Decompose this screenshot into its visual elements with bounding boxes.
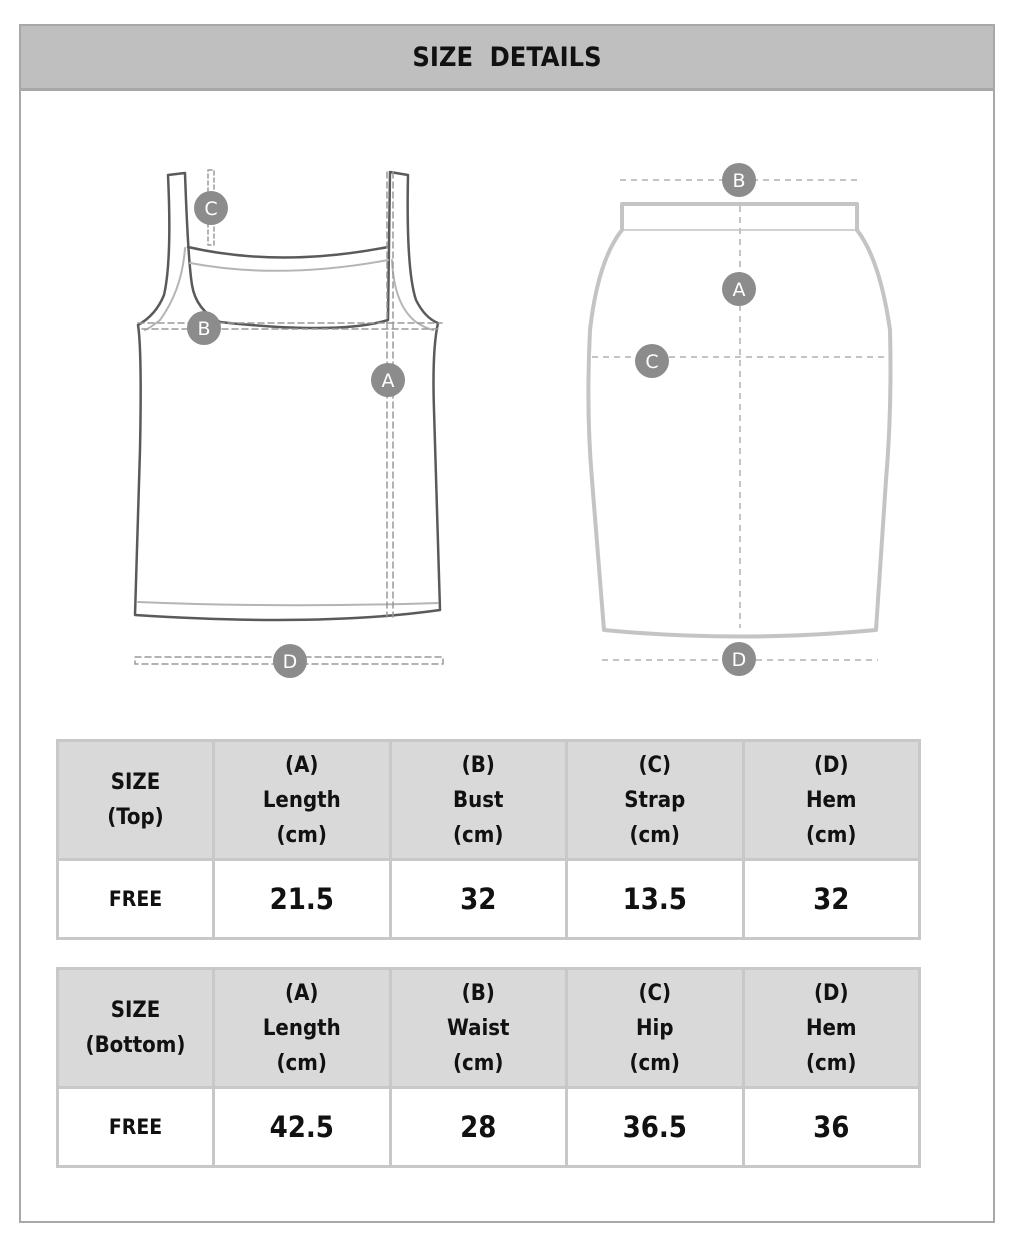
svg-text:A: A xyxy=(732,279,746,301)
svg-text:C: C xyxy=(204,198,218,220)
table-row xyxy=(58,860,920,939)
svg-text:B: B xyxy=(197,318,211,340)
waist-value: 28 xyxy=(390,1088,567,1167)
title-bar xyxy=(21,26,993,91)
marker-a-icon xyxy=(722,272,756,306)
marker-a-icon xyxy=(371,363,405,397)
svg-text:A: A xyxy=(381,370,395,392)
bust-header: (B) Bust (cm) xyxy=(390,741,567,860)
svg-text:B: B xyxy=(732,170,746,192)
marker-c-icon xyxy=(635,344,669,378)
svg-text:C: C xyxy=(645,351,659,373)
table-header-row xyxy=(58,741,920,860)
size-value: FREE xyxy=(58,860,214,939)
bottom-size-table xyxy=(56,967,921,1168)
svg-text:D: D xyxy=(282,651,298,673)
svg-text:D: D xyxy=(731,649,747,671)
length-value: 21.5 xyxy=(214,860,391,939)
size-header: SIZE (Top) xyxy=(58,741,214,860)
table-row xyxy=(58,1088,920,1167)
marker-d-icon xyxy=(722,642,756,676)
length-header: (A) Length (cm) xyxy=(214,741,391,860)
hem-header: (D) Hem (cm) xyxy=(743,741,920,860)
hem-value: 32 xyxy=(743,860,920,939)
waist-header: (B) Waist (cm) xyxy=(390,969,567,1088)
hip-header: (C) Hip (cm) xyxy=(567,969,744,1088)
marker-b-icon xyxy=(722,163,756,197)
marker-c-icon xyxy=(194,191,228,225)
hip-value: 36.5 xyxy=(567,1088,744,1167)
table-header-row xyxy=(58,969,920,1088)
size-value: FREE xyxy=(58,1088,214,1167)
page-title: SIZE DETAILS xyxy=(412,41,602,73)
strap-header: (C) Strap (cm) xyxy=(567,741,744,860)
marker-b-icon xyxy=(187,311,221,345)
top-size-table xyxy=(56,739,921,940)
camisole-diagram xyxy=(120,150,470,690)
bust-value: 32 xyxy=(390,860,567,939)
hem-value: 36 xyxy=(743,1088,920,1167)
skirt-diagram xyxy=(580,150,900,690)
hem-header: (D) Hem (cm) xyxy=(743,969,920,1088)
strap-value: 13.5 xyxy=(567,860,744,939)
length-value: 42.5 xyxy=(214,1088,391,1167)
marker-d-icon xyxy=(273,644,307,678)
size-header: SIZE (Bottom) xyxy=(58,969,214,1088)
length-header: (A) Length (cm) xyxy=(214,969,391,1088)
